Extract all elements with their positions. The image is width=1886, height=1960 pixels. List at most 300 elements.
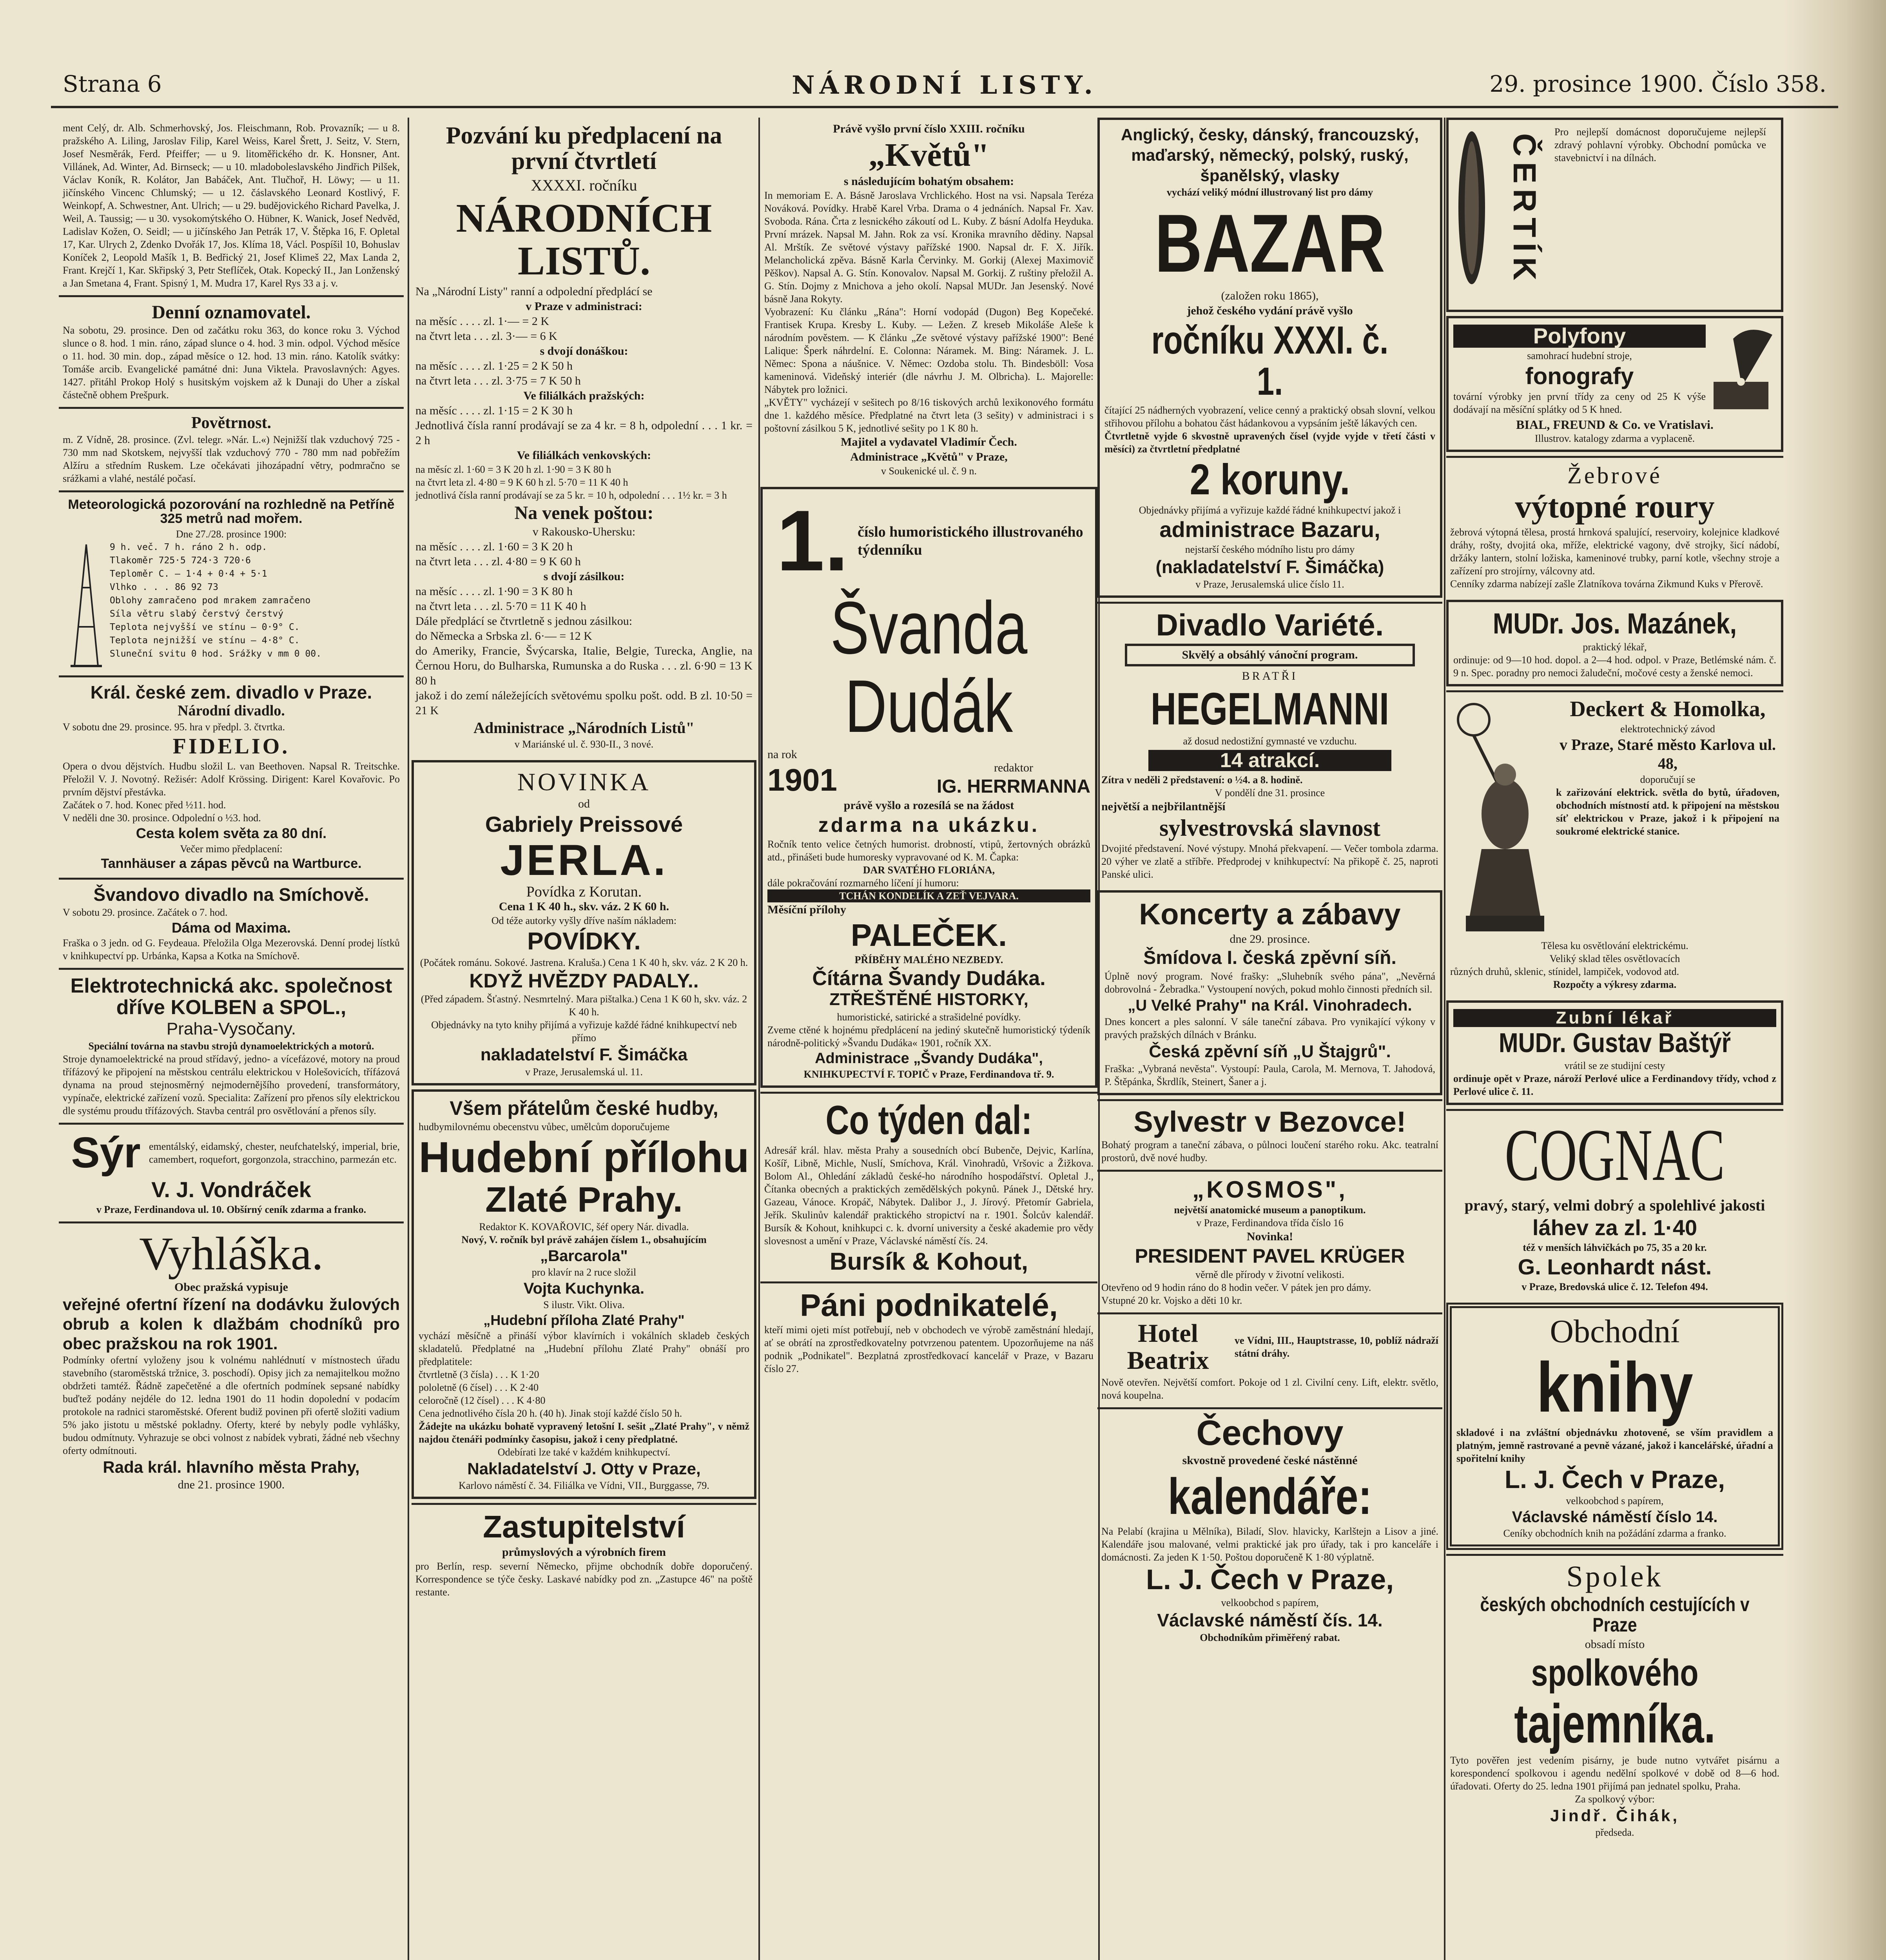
ad-highlight: ZTŘEŠTĚNÉ HISTORKY, bbox=[829, 990, 1028, 1009]
ad-name: Hudební přílohu bbox=[419, 1133, 749, 1181]
section-text: Večer mimo předplacení: bbox=[180, 843, 283, 855]
book-details: (Počátek románu. Sokové. Jastrena. Kraluša.) Cena 1 K 40 h, skv. váz. 2 K 20 h. bbox=[420, 956, 748, 968]
price-row: do Německa a Srbska zl. 6·— = 12 K bbox=[415, 629, 592, 642]
ad-subtitle: elektrotechnický závod bbox=[1620, 723, 1715, 735]
price-row: jednotlivá čísla ranní prodávají se za 5 kr. = 10 h, odpolední . . . 1½ kr. = 3 h bbox=[415, 489, 727, 501]
subscription-ad bbox=[412, 118, 756, 756]
ad-signature: G. Leonhardt nást. bbox=[1518, 1254, 1712, 1279]
tyden-section bbox=[760, 1092, 1097, 1281]
meteo-body bbox=[63, 541, 400, 670]
composer: Vojta Kuchynka. bbox=[523, 1279, 645, 1297]
ad-text: Objednávky přijímá a vyřizuje každé řádné knihkupectví jakož i bbox=[1139, 505, 1401, 516]
book-title: POVÍDKY. bbox=[527, 928, 641, 955]
ad-text: „KVĚTY" vycházejí v sešitech po 8/16 tiskových archů lexikonového formátu dne 1. každého měsíce. Předplatné na čtvrt leta (3 sešity) v administraci i s poštovní zásilkou 5 K, jednotlivé sešity po 1 K 80 h. bbox=[764, 397, 1094, 434]
publisher-name: (nakladatelství F. Šimáčka) bbox=[1155, 556, 1384, 577]
ad-text: Novinka! bbox=[1246, 1230, 1293, 1243]
ad-signature: Administrace „Květů" v Praze, bbox=[850, 450, 1008, 464]
tower-icon bbox=[63, 541, 110, 670]
polyfony-row bbox=[1453, 323, 1776, 417]
ad-name: NÁRODNÍCH LISTŮ. bbox=[456, 196, 712, 284]
price-row: Jednotlivá čísla ranní prodávají se za 4 kr. = 8 h, odpolední . . . 1 kr. = 2 h bbox=[415, 419, 753, 447]
ad-signature: BIAL, FREUND & Co. ve Vratislavi. bbox=[1516, 417, 1714, 432]
ad-title: Sylvestr v Bezovce! bbox=[1133, 1105, 1406, 1138]
ad-name: tajemníka. bbox=[1514, 1692, 1716, 1754]
ad-text: Vstupné 20 kr. Vojsko a děti 10 kr. bbox=[1101, 1294, 1242, 1306]
ad-text: Zveme ctěné k hojnému předplácení na jediný skutečně humoristický týdeník národně-politický »Švandu Dudáka« 1901, ročník XX. bbox=[767, 1024, 1090, 1049]
publisher-name: Nakladatelství J. Otty v Praze, bbox=[467, 1459, 701, 1478]
ad-name: Švanda Dudák bbox=[830, 586, 1028, 748]
ad-title: Čechovy bbox=[1196, 1413, 1344, 1453]
kosmos-ad bbox=[1097, 1170, 1442, 1312]
newspaper-title: NÁRODNÍ LISTY. bbox=[792, 71, 1097, 100]
ad-text: k zařizování elektrick. světla do bytů, úřadoven, obchodních místností atd. k připojení na městskou síť elektrickou v Praze, jakož i k připojení na soukromé elektrické stanice. bbox=[1556, 786, 1779, 837]
deckert-text bbox=[1552, 696, 1779, 939]
ad-text: Ceníky obchodních knih na požádání zdarma a franko. bbox=[1503, 1528, 1726, 1539]
publisher-name: L. J. Čech v Praze, bbox=[1504, 1465, 1725, 1494]
deckert-ad bbox=[1446, 690, 1783, 996]
section-text: V sobotu 29. prosince. Začátek o 7. hod. bbox=[63, 906, 228, 918]
ad-text: Ročník tento velice četných humorist. drobností, vtipů, žertovných obrázků atd., přinášeti bude humoresky vypravované od K. M. Čapka: bbox=[767, 838, 1090, 863]
ad-text: Rozpočty a výkresy zdarma. bbox=[1553, 978, 1677, 990]
roury-ad bbox=[1446, 456, 1783, 596]
ad-name: knihy bbox=[1536, 1348, 1693, 1427]
ad-highlight: ročníku XXXI. č. 1. bbox=[1151, 318, 1389, 403]
ad-title: Obchodní bbox=[1550, 1313, 1680, 1350]
publisher-name: L. J. Čech v Praze, bbox=[1146, 1564, 1394, 1595]
meteo-section bbox=[59, 490, 404, 675]
variete-ad bbox=[1097, 602, 1442, 886]
meteo-table bbox=[110, 541, 400, 670]
ad-text: Obchodníkům přiměřený rabat. bbox=[1200, 1632, 1340, 1644]
price-row: čtvrtletně (3 čísla) . . . K 1·20 bbox=[419, 1368, 539, 1380]
ad-text: Otevřeno od 9 hodin ráno do 8 hodin večer. V pátek jen pro dámy. bbox=[1101, 1281, 1371, 1293]
ad-title: „KOSMOS", bbox=[1192, 1176, 1347, 1203]
ad-subtitle: českých obchodních cestujících v Praze bbox=[1480, 1593, 1750, 1636]
venue-text: Dnes koncert a ples salonní. V sále taneční zábava. Pro vynikající výkony v pravých pražských dílnách v Bránku. bbox=[1104, 1016, 1435, 1040]
bazar-ad bbox=[1097, 118, 1442, 598]
ad-address: KNIHKUPECTVÍ F. TOPIČ v Praze, Ferdinandova tř. 9. bbox=[803, 1069, 1054, 1080]
ad-text: Objednávky na tyto knihy přijímá a vyřizuje každé řádné knihkupectví neb přímo bbox=[431, 1019, 737, 1044]
ad-highlight: Čítárna Švandy Dudáka. bbox=[812, 967, 1046, 990]
polyfony-text bbox=[1453, 323, 1706, 417]
ad-text: S ilustr. Vikt. Oliva. bbox=[543, 1299, 625, 1310]
price-heading: Na venek poštou: bbox=[514, 502, 654, 523]
ad-text: In memoriam E. A. Básně Jaroslava Vrchlického. Host na vsi. Napsala Teréza Nováková. Povídky. Hrabě Karel Vrba. Drama o 4 jednáních. Napsal Fr. Xav. Svoboda. Rána. Črta z lesnického zákoutí od L. Kuby. Z básní Adolfa Heyduka. První mrázek. Napsal M. Jahn. Rok za vsí. Kronika mravního dědiny. Napsal Al. Mrštík. Ze světové výstavy pařížské 1900. Napsal dr. F. X. Jiřík. Melancholická zpěva. Básně Karla Červinky. M. Gorkij (Alexej Maximovič Pěškov). Napsal A. G. Stín. Konovalov. Napsal M. Gorkij. Z ruštiny přeložil A. G. Stín. Dojmy z Mnichova a jeho okolí. Napsal MUDr. Jan Jesenský. Nové básně Jana Rokyty. bbox=[764, 190, 1094, 305]
price-heading: Ve filiálkách pražských: bbox=[523, 389, 645, 402]
meteo-row: Vlhko . . . 86 92 73 bbox=[110, 582, 218, 592]
program-box bbox=[1125, 644, 1415, 666]
ad-title: Divadlo Variété. bbox=[1156, 608, 1384, 642]
section-heading: Koncerty a zábavy bbox=[1139, 898, 1401, 931]
ad-text: číslo humoristického illustrovaného týdenníku bbox=[858, 523, 1083, 558]
price-row: na měsíc . . . . zl. 1·— = 2 K bbox=[415, 314, 549, 328]
knihy-ad bbox=[1446, 1303, 1783, 1550]
ad-subtitle: samohrací hudební stroje, bbox=[1527, 350, 1632, 361]
ad-subtitle: Zubní lékař bbox=[1453, 1009, 1776, 1027]
ad-price: Cena 1 K 40 h., skv. váz. 2 K 60 h. bbox=[499, 900, 669, 913]
ad-author: Gabriely Preissové bbox=[485, 812, 683, 837]
price-heading: v Rakousko-Uhersku: bbox=[532, 525, 636, 538]
ad-subtitle: Povídka z Korutan. bbox=[526, 884, 642, 900]
ad-subtitle: praktický lékař, bbox=[1583, 641, 1647, 653]
list-text: ment Celý, dr. Alb. Schmerhovský, Jos. Fleischmann, Rob. Provazník; — u 8. pražského A. Liling, Jaroslav Filip, Karel Weiss, Karel Šrett, J. Seitz, V. Stern, Josef Nesměrák, Ferd. Pfeiffer; — u 9. litoměřického dr. K. Honsner, Ant. Villánek, Ad. Winter, Ad. Birnseck; — u 10. mladoboleslavského Jindřich Pilšek, Václav Koník, R. Kolátor, Jan Babáček, Ant. Tlučhoř, H. Löwy; — u 11. jičínského Vincenc Chlumský; — u 12. čáslavského Leonard Kostlivý, F. Weinkopf, A. Schwestner, Ant. Ulrich; — u 29. budějovického Richard Pavelka, J. Weil, A. Taussig; — u 30. vysokomýtského O. Hübner, K. Wanick, Josef Nedvěd, Ladislav Kožen, O. Seidl; — u jičínského Jan Petrák 17, V. Štěpka 16, F. Opletal 17, Kar. Ulrych 2, Zdenko Dvořák 17, Jos. Klíma 18, Václ. Pospíšil 10, Bohuslav Koníček 2, Leopold Mašík 1, B. Bedřický 21, Josef Klimeš 22, Max Landa 2, Frant. Krejčí 1, Kar. Skřipský 3, Petr Steflíček, Otak. Kopecký II., Jan Lonženský a Jan Smetana 4, Frant. Spisný 1, M. Mudra 17, Karel Rys 33 a j. v. bbox=[63, 122, 400, 289]
ad-title: Hotel Beatrix bbox=[1127, 1319, 1209, 1375]
column-1 bbox=[59, 118, 404, 1960]
theatre-section bbox=[59, 675, 404, 878]
ad-name: spolkového bbox=[1531, 1651, 1699, 1694]
zastup-ad bbox=[412, 1503, 756, 1604]
price-row: na měsíc . . . . zl. 1·25 = 2 K 50 h bbox=[415, 359, 573, 372]
issue-row bbox=[767, 494, 1090, 588]
column-3 bbox=[760, 118, 1097, 1960]
section-text: Začátek o 7. hod. Konec před ½11. hod. bbox=[63, 799, 226, 811]
publisher-address: Václavské náměstí číslo 14. bbox=[1512, 1508, 1718, 1526]
ad-text: věrně dle přírody v životní velikosti. bbox=[1195, 1269, 1344, 1280]
price-heading: s dvojí zásilkou: bbox=[543, 570, 625, 583]
ad-text: Vyobrazení: Ku článku „Rána": Horní vodopád (Dugon) Beg Kopečeké. Frantisek Krupa. Kresby L. Kuby. — Ležen. Z kreseb Mikoláše Aleše k národním pověstem. — K článku „Ze světové výstavy pařížské 1900": Bené Lalique: Šperk náhrdelní. E. Colonna: Náramek. M. Bing: Náramek. J. L. Němec: Spona a náušnice. V. Němec: Ozdoba stolu. Th. Bindesböll: Vosa kameninová. Videňský interiér (dle návrhu J. M. Olbricha). L. Majorelle: Nábytek pro ložnici. bbox=[764, 306, 1094, 396]
publisher-name: nakladatelství F. Šimáčka bbox=[480, 1045, 688, 1065]
ad-name: Zlaté Prahy. bbox=[485, 1180, 683, 1220]
ad-signature: Administrace „Národních Listů" bbox=[473, 719, 695, 737]
ad-text: jehož českého vydání právě vyšlo bbox=[1187, 304, 1353, 317]
ad-text: doporučují se bbox=[1640, 773, 1696, 785]
vyhlaska-notice bbox=[59, 1221, 404, 1498]
ad-text: předseda. bbox=[1595, 1826, 1634, 1838]
price-row: na čtvrt leta . . . zl. 4·80 = 9 K 60 h bbox=[415, 555, 581, 568]
ad-text: Tyto pověřen jest vedením pisárny, je bude nutno vytvářet pisárnu a korespondencí spolkovou i agendu nedělní spolkové v době od 8—6 hod. úřadovati. Oferty do 25. ledna 1901 přijímá pan jednatel spolku, Praha. bbox=[1450, 1754, 1779, 1792]
paper-edge bbox=[1784, 0, 1886, 1960]
spolek-ad bbox=[1446, 1554, 1783, 1844]
editor-block bbox=[937, 760, 1090, 798]
ad-text: Bohatý program a taneční zábava, o půlnoci loučení starého roku. Akc. teatralní prostorů, dvě nové hudby. bbox=[1101, 1139, 1438, 1164]
notice-bold: veřejné ofertní řízení na dodávku žulových obrub a kolen k dlažbám chodníků pro obec pražskou na rok 1901. bbox=[63, 1295, 400, 1353]
section-text: Fraška o 3 jedn. od G. Feydeaua. Přeložila Olga Mezerovská. Denní prodej lístků v knihkupectví pp. Urbánka, Kapsa a Kotka na Smíchově. bbox=[63, 937, 400, 962]
ad-text: až dosud nedostižní gymnasté ve vzduchu. bbox=[1183, 735, 1357, 747]
kvety-ad bbox=[760, 118, 1097, 483]
ad-text: obsadí místo bbox=[1585, 1637, 1645, 1651]
meteo-row: Tlakoměr 725·5 724·3 720·6 bbox=[110, 555, 251, 566]
price-heading: Ve filiálkách venkovských: bbox=[517, 448, 651, 462]
notice-title: Vyhláška. bbox=[139, 1227, 323, 1280]
ad-title: Zastupitelství bbox=[483, 1509, 685, 1544]
section-text: V neděli dne 30. prosince. Odpolední o ½3. hod. bbox=[63, 812, 261, 824]
ad-text: BRATŘI bbox=[1242, 669, 1298, 682]
play-title: Dáma od Maxima. bbox=[171, 919, 291, 936]
ad-name: „Květů" bbox=[869, 137, 989, 173]
ad-text: Dvojité představení. Nové výstupy. Mnohá překvapení. — Večer tombola zdarma. 20 výher ve zlatě a stříbře. Předprodej v knihkupectví: Na přikopě č. 25, naproti Panské ulici. bbox=[1101, 843, 1438, 880]
ad-title: MUDr. Gustav Baštýř bbox=[1499, 1027, 1731, 1058]
ad-subtitle: největší anatomické museum a panoptikum. bbox=[1174, 1204, 1366, 1216]
ad-text: humoristické, satirické a strašidelné povídky. bbox=[837, 1011, 1021, 1023]
year: 1901 bbox=[767, 762, 837, 798]
price-row: na čtvrt leta zl. 4·80 = 9 K 60 h zl. 5·70 = 11 K 40 h bbox=[415, 476, 628, 488]
ad-text: TCHÁN KONDELÍK A ZEŤ VEJVARA. bbox=[767, 889, 1090, 902]
ad-text: Zítra v neděli 2 představení: o ½4. a 8. hodině. bbox=[1101, 774, 1303, 786]
price-row: na čtvrt leta . . . zl. 3·— = 6 K bbox=[415, 329, 557, 343]
venue-name: Česká zpěvní síň „U Štajgrů". bbox=[1149, 1042, 1391, 1061]
price-row: na čtvrt leta . . . zl. 5·70 = 11 K 40 h bbox=[415, 599, 586, 613]
ad-text: (založen roku 1865), bbox=[1221, 289, 1319, 302]
column-2 bbox=[412, 118, 756, 1960]
ad-text: právě vyšlo a rozesílá se na žádost bbox=[843, 799, 1014, 812]
ad-name: JERLA. bbox=[500, 836, 668, 884]
ad-text: Na „Národní Listy" ranní a odpolední předplácí se bbox=[415, 285, 653, 298]
ad-text: na rok bbox=[767, 748, 797, 761]
ad-address: v Praze, Ferdinandova ul. 10. Obšírný ceník zdarma a franko. bbox=[96, 1204, 366, 1216]
year-row bbox=[767, 747, 1090, 798]
piece-title: „Barcarola" bbox=[540, 1247, 628, 1265]
notice-subtitle: Obec pražská vypisuje bbox=[174, 1281, 288, 1294]
ad-text: V pondělí dne 31. prosince bbox=[1215, 787, 1325, 799]
ad-title: Elektrotechnická akc. společnost dříve KOLBEN a SPOL., bbox=[70, 975, 392, 1019]
ad-text: od bbox=[578, 797, 590, 811]
polyfony-ad bbox=[1446, 316, 1783, 452]
play-title: FIDELIO. bbox=[172, 734, 290, 759]
ad-title: MUDr. Jos. Mazánek, bbox=[1492, 607, 1737, 640]
ad-text: též v menších láhvičkách po 75, 35 a 20 kr. bbox=[1523, 1241, 1707, 1253]
ad-text: Měsíční přílohy bbox=[767, 903, 846, 916]
ad-title: Pozvání ku předplacení na první čtvrtletí bbox=[446, 122, 722, 175]
venue-text: Fraška: „Vybraná nevěsta". Vystoupí: Paula, Carola, M. Mernova, T. Jahodová, P. Štěpánka, Škrdlík, Steinert, Šaner a j. bbox=[1104, 1063, 1435, 1087]
notice-text: Podmínky ofertní vyloženy jsou k volnému nahlédnutí v místnostech úřadu stavebního (staroměstská tržnice, 3. poschodí). Opisy jich za nemajitelkou možno obdržeti tamtéž. Řádně zapečetěné a dle ofertních podmínek sepsané nabídky buďtež podány nejdéle do 12. ledna 1901 do 11 hodin dopolední v podacím protokole na radnici staroměstské. Oferent budiž povinen při ofertě složiti vadium 5% jako jistotu u městské pokladny. Oferty, které by nebyly podle vyhlášky, budou odmítnuty. Vyhrazuje se obci volnost z nabídek vybrati, žádné neb všechny oferty odmítnouti. bbox=[63, 1354, 400, 1457]
ad-text: Odebírati lze také v každém knihkupectví. bbox=[497, 1446, 671, 1458]
ad-text: Tělesa ku osvětlování elektrickému. bbox=[1541, 940, 1688, 951]
ad-subtitle: Speciální továrna na stavbu strojů dynamoelektrických a motorů. bbox=[88, 1040, 374, 1052]
ad-text: pro Berlín, resp. severní Německo, přijme obchodník dobře doporučený. Korrespondence se týče česky. Laskavé nabídky pod zn. „Zastupce 46" na poště restante. bbox=[415, 1560, 753, 1598]
meteo-row: Teploměr C. — 1·4 + 0·4 + 5·1 bbox=[110, 568, 267, 579]
list-section bbox=[59, 118, 404, 295]
ad-price: 2 koruny. bbox=[1190, 455, 1350, 504]
ad-highlight: sylvestrovská slavnost bbox=[1159, 815, 1380, 841]
ad-text: největší a nejbřilantnější bbox=[1101, 800, 1226, 813]
section-heading: Denní oznamovatel. bbox=[152, 302, 311, 323]
publisher-address: Václavské náměstí čís. 14. bbox=[1157, 1610, 1383, 1631]
ad-text: Od téže autorky vyšly dříve naším nákladem: bbox=[491, 915, 677, 927]
ad-subtitle: vrátil se ze studijní cesty bbox=[1564, 1060, 1665, 1071]
ad-price: láhev za zl. 1·40 bbox=[1532, 1215, 1697, 1240]
price-row: Cena jednotlivého čísla 20 h. (40 h). Jinak stojí každé číslo 50 h. bbox=[419, 1407, 682, 1419]
ad-text: redaktor bbox=[994, 761, 1033, 774]
beatrix-ad bbox=[1097, 1312, 1442, 1407]
column-4 bbox=[1097, 118, 1442, 1960]
weather-section bbox=[59, 407, 404, 490]
denni-section bbox=[59, 295, 404, 407]
play-title: Tannhäuser a zápas pěvců na Wartburce. bbox=[101, 856, 362, 871]
ad-text: velkoobchod s papírem, bbox=[1566, 1495, 1664, 1507]
price-row: na měsíc . . . . zl. 1·15 = 2 K 30 h bbox=[415, 404, 573, 417]
issue-number: 1. bbox=[776, 492, 849, 589]
ad-address: v Praze, Bredovská ulice č. 12. Telefon 494. bbox=[1521, 1281, 1708, 1292]
ad-text: skvostně provedené české nástěnné bbox=[1182, 1454, 1358, 1467]
notice-date: dne 21. prosince 1900. bbox=[178, 1478, 285, 1492]
price-heading: v Praze v administraci: bbox=[526, 299, 642, 313]
ad-text: Cenníky zdarma nabízejí zašle Zlatníkova továrna Zikmund Kuks v Přerově. bbox=[1450, 578, 1763, 590]
price-row: pololetně (6 čísel) . . . K 2·40 bbox=[419, 1381, 539, 1393]
publisher-address: Karlovo náměstí č. 34. Filiálka ve Vídni, VII., Burggasse, 79. bbox=[459, 1479, 709, 1491]
meteo-row: Oblohy zamračeno pod mrakem zamračeno bbox=[110, 595, 311, 606]
section-heading: Meteorologická pozorování na rozhledně na Petříně 325 metrů nad mořem. bbox=[68, 497, 395, 526]
electric-lamp-figure-icon bbox=[1450, 696, 1552, 939]
jerla-ad bbox=[412, 760, 756, 1085]
ad-text: tovární výrobky jen první třídy za ceny od 25 K výše dodávají na měsíční splátky od 5 K hned. bbox=[1453, 390, 1706, 415]
ad-highlight: PRESIDENT PAVEL KRÜGER bbox=[1135, 1245, 1405, 1267]
ad-text: Anglický, česky, dánský, francouzský, maďarský, německý, polský, ruský, španělský, vlasky bbox=[1121, 125, 1419, 185]
ad-title: Všem přátelům české hudby, bbox=[450, 1097, 718, 1120]
section-heading: Co týden dal: bbox=[825, 1098, 1032, 1143]
ad-text: dále pokračování rozmarného líčení jí humoru: bbox=[767, 877, 959, 889]
ad-text: vychází veliký módní illustrovaný list pro dámy bbox=[1166, 187, 1373, 198]
ad-text: Žádejte na ukázku bohatě vypravený letošní I. sešit „Zlaté Prahy", v němž najdou čtenáři podmínky časopisu, jakož i ceny předplatné. bbox=[419, 1420, 749, 1445]
publisher-name: administrace Bazaru, bbox=[1159, 517, 1380, 542]
ad-text: nejstarší českého módního listu pro dámy bbox=[1185, 543, 1355, 555]
ad-text: Majitel a vydavatel Vladimír Čech. bbox=[841, 436, 1017, 449]
venue-text: Úplně nový program. Nové frašky: „Sluhebník svého pána", „Nevěrná dobrovolná - Žebradka." Vystoupení nových, pokud mohlo činnosti předních sil. bbox=[1104, 970, 1435, 995]
ad-highlight: zdarma na ukázku. bbox=[818, 814, 1040, 837]
ad-text: Právě vyšlo první číslo XXIII. ročníku bbox=[833, 122, 1025, 135]
ad-text: Nový, V. ročník byl právě zahájen číslem 1., obsahujícím bbox=[461, 1234, 707, 1245]
gramophone-icon bbox=[1706, 323, 1776, 417]
mazanek-ad bbox=[1446, 600, 1783, 686]
ad-text: žebrová výtopná tělesa, prostá hrnková spalující, reservoiry, kolejnice kladkové dráhy, rošty, dvojitá oka, mříže, elektrické vagony, dvě strojky, šicí nádobí, držáky lantern, stolní ložiska, kameninové trubky, parní kotle, všechny stroje a zařízení pro strojírny, válcovny atd. bbox=[1450, 526, 1779, 577]
ad-name: BAZAR bbox=[1155, 197, 1385, 289]
ad-title: Deckert & Homolka, bbox=[1570, 697, 1766, 721]
price-row: jakož i do zemí náležejících světovému spolku pošt. odd. B zl. 10·50 = 21 K bbox=[415, 689, 753, 717]
ad-text: Dále předplácí se čtvrtletně s jednou zásilkou: bbox=[415, 614, 633, 628]
ad-text: Stroje dynamoelektrické na proud střídavý, jedno- a vícefázové, motory na proud třífázový ke připojení na městskou centrálu elektrickou v Holešovicích, třífázová dynama na proud stejnosměrný nejmodernějšího provedení, transformátory, vypínače, elektrické zařízení vozů. Specialita: Zařízení pro přenos síly elektrickou dle systému proudu třífázových. Stavba centrál pro osvětlování a přenos síly. bbox=[63, 1053, 400, 1116]
ad-address: v Mariánské ul. č. 930-II., 3 nové. bbox=[514, 738, 654, 750]
column-rule bbox=[408, 118, 409, 1960]
ad-text: Za spolkový výbor: bbox=[1575, 1793, 1655, 1805]
editor-name: IG. HERRMANNA bbox=[937, 776, 1090, 797]
ad-text: Redaktor K. KOVAŘOVIC, šéf opery Nár. divadla. bbox=[479, 1221, 689, 1232]
cognac-ad bbox=[1446, 1109, 1783, 1299]
ad-title: Sýr bbox=[71, 1128, 141, 1177]
bastyr-ad bbox=[1446, 1000, 1783, 1105]
ad-text: kteří mimi ojeti míst potřebují, neb v obchodech ve výrobě zaměstnání hledají, ať se obrátí na zprostředkovatelny potvrzenou patentem. Upozorňujeme na náš podnik „Podnikatel". Bezplatná zprostředkovací kancelář v Praze, v Bazaru číslo 27. bbox=[764, 1324, 1094, 1374]
ad-text: Veliký sklad těles osvětlovacích bbox=[1549, 953, 1680, 964]
ad-text: Illustrov. katalogy zdarma a vyplaceně. bbox=[1534, 433, 1695, 444]
price-row: na měsíc . . . . zl. 1·90 = 3 K 80 h bbox=[415, 584, 573, 598]
ad-place: Praha-Vysočany. bbox=[166, 1019, 296, 1038]
ad-highlight: 14 atrakcí. bbox=[1148, 750, 1391, 771]
section-heading: Povětrnost. bbox=[191, 414, 272, 432]
syr-row bbox=[63, 1129, 400, 1177]
ad-text: skladové i na zvláštní objednávku zhotovené, se vším pravidlem a platným, jemně rastrované a pevně vázané, jakož i kancelářské, úřadní a spořitelní knihy bbox=[1456, 1426, 1773, 1464]
ad-address: v Praze, Staré město Karlova ul. 48, bbox=[1559, 735, 1776, 772]
certik-ad bbox=[1446, 118, 1783, 312]
koncerty-section bbox=[1097, 890, 1442, 1095]
ad-text: Nově otevřen. Největší comfort. Pokoje od 1 zl. Civilní ceny. Lift, elektr. světlo, nová koupelna. bbox=[1101, 1376, 1438, 1401]
ad-text: Na Pelabí (krajina u Mělníka), Biladí, Slov. hlavicky, Karlštejn a Lisov a jiné. Kalendáře jsou malované, velmi praktické jak pro úřady, tak i pro kanceláře i domácnosti. Za jeden K 1·50. Poštou doporučeně K 1·80 výplatně. bbox=[1101, 1525, 1438, 1563]
ad-text: ordinuje: od 9—10 hod. dopol. a 2—4 hod. odpol. v Praze, Betlémské nám. č. 9 n. Spec. poradny pro nemoci žaludeční, močové cesty a ženské nemoci. bbox=[1453, 654, 1776, 679]
meteo-row: Sluneční svitu 0 hod. Srážky v mm 0 00. bbox=[110, 648, 322, 659]
ad-text: Čtvrtletně vyjde 6 skvostně upravených čísel (vyjde vyjde v třetí části v měsíci) za čtvrtletní předplatné bbox=[1104, 430, 1435, 455]
ad-title: Páni podnikatelé, bbox=[800, 1287, 1058, 1323]
section-text: Opera o dvou dějstvích. Hudbu složil L. van Beethoven. Napsal R. Treitschke. Přeložil V. J. Novotný. Režisér: Adolf Krössing. Dirigent: Karel Kovařovic. Po prvním dějství přestávka. bbox=[63, 760, 400, 798]
beatrix-row bbox=[1101, 1318, 1438, 1376]
ad-name: V. J. Vondráček bbox=[151, 1177, 311, 1202]
section-heading: Švandovo divadlo na Smíchově. bbox=[93, 884, 369, 905]
ad-subtitle: průmyslových a výrobních firem bbox=[502, 1545, 666, 1559]
hudebni-ad bbox=[412, 1089, 756, 1499]
silvestr-ad bbox=[1097, 1099, 1442, 1170]
ad-text: Skvělý a obsáhlý vánoční program. bbox=[1182, 648, 1358, 661]
ad-name: fonografy bbox=[1525, 363, 1634, 389]
deckert-row bbox=[1450, 696, 1779, 939]
publisher-name: Bursík & Kohout, bbox=[829, 1248, 1028, 1275]
ad-text: Pro nejlepší domácnost doporučujeme nejlepší zdravý pohlavní výrobky. Obchodní pomůcka ve stavebnictví i na dílnách. bbox=[1554, 126, 1766, 163]
ad-subtitle: „Hudební příloha Zlaté Prahy" bbox=[483, 1312, 685, 1328]
masthead bbox=[51, 59, 1838, 108]
ad-text: pro klavír na 2 ruce složil bbox=[531, 1266, 637, 1278]
notice-signature: Rada král. hlavního města Prahy, bbox=[103, 1458, 360, 1477]
ad-subtitle: XXXXI. ročníku bbox=[531, 176, 637, 194]
price-row: na čtvrt leta . . . zl. 3·75 = 7 K 50 h bbox=[415, 374, 581, 387]
ad-title: Polyfony bbox=[1453, 325, 1706, 348]
book-title: KDYŽ HVĚZDY PADALY.. bbox=[469, 969, 699, 992]
ad-text: ementálský, eidamský, chester, neufchatelský, imperial, brie, camembert, roquefort, gorgonzola, stracchino, parmezán etc. bbox=[149, 1140, 400, 1165]
ad-signature: Administrace „Švandy Dudáka", bbox=[815, 1050, 1043, 1067]
ad-name: kalendáře: bbox=[1168, 1468, 1372, 1525]
svandovo-section bbox=[59, 878, 404, 968]
column-5 bbox=[1446, 118, 1783, 1960]
play-title: Cesta kolem světa za 80 dní. bbox=[136, 825, 327, 841]
ad-text: velkoobchod s papírem, bbox=[1221, 1597, 1319, 1609]
book-details: (Před západem. Šťastný. Nesmrtelný. Mara pištalka.) Cena 1 K 60 h, skv. váz. 2 K 40 h. bbox=[421, 993, 747, 1018]
section-text: Adresář král. hlav. města Prahy a sousedních obcí Bubenče, Dejvic, Karlína, Košíř, Libně, Michle, Nuslí, Smíchova, Král. Vinohradů, Vršovic a Žižkova. Bolom Al., Ohledání základů české-ho národního hospodářství. Opletal J., Čítanka obecných a praktických zemědělských pokynů. Pánek J., Dětské hry. Gazeau, Vánoce. Kropáč, Nábytek. Dalibor J., J. Jírový. Přetomír Gabriela, Jeřík. Skulinův kalendář praktického stropictví na r. 1901. Šolcův kalendář. Bursík & Kohout, knihkupci c. k. dvorní university a české akademie pro vědy slovesnost a umění v Praze, Václavské náměstí čís. 24. bbox=[764, 1144, 1094, 1247]
price-heading: s dvojí donáškou: bbox=[540, 344, 628, 358]
ad-text: PŘÍBĚHY MALÉHO NEZBEDY. bbox=[854, 954, 1003, 965]
venue-name: Šmídova I. česká zpěvní síň. bbox=[1143, 947, 1396, 969]
column-rule bbox=[1444, 118, 1445, 1960]
ad-text: ordinuje opět v Praze, nároží Perlové ulice a Ferdinandovy třídy, vchod z Perlové ulice č. 11. bbox=[1453, 1073, 1776, 1097]
price-row: do Ameriky, Francie, Švýcarska, Italie, Belgie, Turecka, Anglie, na Černou Horu, do Bulharska, Rumunska a do Ruska . . . zl. 6·90 = 13 K 80 h bbox=[415, 644, 753, 687]
year-block bbox=[767, 747, 837, 798]
venue-name: „U Velké Prahy" na Král. Vinohradech. bbox=[1128, 996, 1412, 1014]
ad-address: v Soukenické ul. č. 9 n. bbox=[881, 465, 977, 477]
podnikatele-ad bbox=[760, 1281, 1097, 1381]
meteo-row: Síla větru slabý čerstvý čerstvý bbox=[110, 608, 284, 619]
ad-title: NOVINKA bbox=[517, 768, 651, 796]
ad-text: vychází měsíčně a přináší výbor klavírních i vokálních skladeb českých skladatelů. Předplatné na „Hudební přílohu Zlaté Prahy" obnáší pro předplatitele: bbox=[419, 1330, 749, 1367]
ad-text: hudbymilovnému obecenstvu vůbec, umělcům doporučujeme bbox=[419, 1121, 670, 1132]
ad-highlight: PALEČEK. bbox=[851, 917, 1007, 953]
section-text: Na sobotu, 29. prosince. Den od začátku roku 363, do konce roku 3. Východ slunce o 8. hod. 1 min. ráno, západ slunce o 4. hod. 3 min. odpol. Východ měsíce o 11. hod. 30 min. dop., západ měsíce o 12. hod. 13 min. ráno. Katolík svátky: Tomáše arcib. Evangelické památné dni: Juna Viktela. Pravoslavných: Agyes. 1427. přitáhl Prokop Holý s husitským vojskem až k Dunaji do Uher a získal částečně obhem Prešpurk. bbox=[63, 325, 400, 401]
meteo-row: 9 h. več. 7 h. ráno 2 h. odp. bbox=[110, 542, 267, 552]
price-row: na měsíc . . . . zl. 1·60 = 3 K 20 h bbox=[415, 540, 573, 553]
kolben-ad bbox=[59, 968, 404, 1122]
publisher-address: v Praze, Jerusalemská ul. 11. bbox=[525, 1066, 643, 1078]
ad-text: DAR SVATÉHO FLORIÁNA, bbox=[863, 864, 995, 876]
ad-title: Spolek bbox=[1566, 1560, 1663, 1593]
ad-text: čítající 25 nádherných vyobrazení, velice cenný a praktický obsah slovní, velkou střihovou přílohu a bohatou část hádankovou a vypsáním ještě lákavých cen. bbox=[1104, 404, 1435, 429]
syr-ad bbox=[59, 1123, 404, 1221]
meteo-date: Dne 27./28. prosince 1900: bbox=[176, 528, 287, 540]
price-row: celoročně (12 čísel) . . . K 4·80 bbox=[419, 1394, 546, 1406]
page-number: Strana 6 bbox=[63, 71, 162, 97]
ad-address: v Praze, Ferdinandova třída číslo 16 bbox=[1196, 1217, 1344, 1229]
ad-subtitle: s následujícím bohatým obsahem: bbox=[843, 175, 1014, 188]
sausage-icon bbox=[1454, 125, 1489, 290]
meteo-row: Teplota nejnižší ve stínu — 4·8° C. bbox=[110, 635, 300, 646]
ad-name: ČERTÍK bbox=[1507, 133, 1543, 286]
ad-signature: Jindř. Čihák, bbox=[1550, 1806, 1680, 1825]
section-heading: Král. české zem. divadlo v Praze. bbox=[90, 682, 372, 702]
ad-text: pravý, starý, velmi dobrý a spolehlivé jakosti bbox=[1464, 1196, 1765, 1214]
column-rule bbox=[758, 118, 760, 1960]
ad-name: COGNAC bbox=[1505, 1114, 1725, 1196]
svanda-ad bbox=[760, 487, 1097, 1088]
